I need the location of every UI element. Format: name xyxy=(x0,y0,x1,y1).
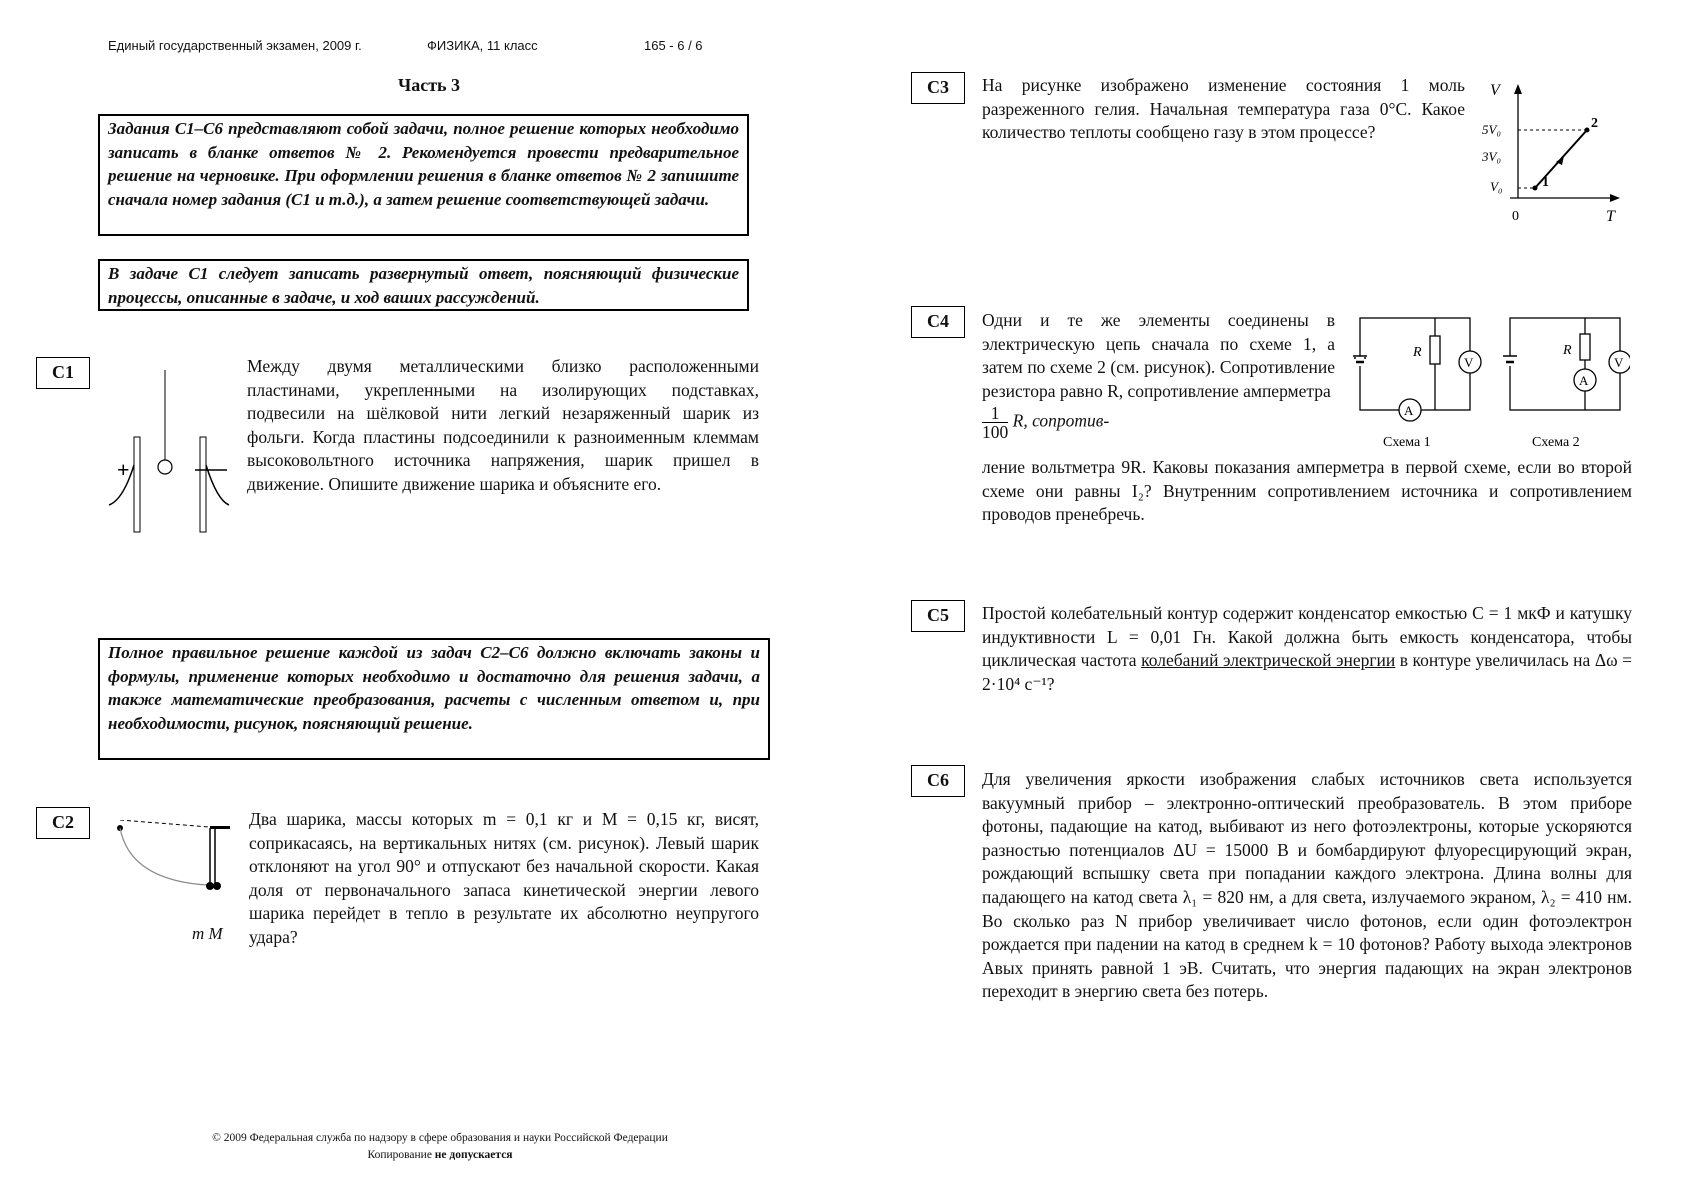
footer-copy-a: Копирование xyxy=(367,1149,432,1161)
c5-underlined: колебаний электрической энергии xyxy=(1141,650,1396,671)
task-text-c6: Для увеличения яркости изображения слабых источников света используется вакуумный прибор – электронно-оптический преобразователь. В этом приборе фотоны, падающие на катод, выбивают из него фотоэлектроны, которые ускоряются разностью потенциалов ΔU = 15000 В и бомбардируют флуоресцирующий экран, рождающий вспышку света при попадании каждого электрона. Длина волны для падающего на катод света λ₁ = 820 нм, а для света, излучаемого экраном, λ₂ = 410 нм. Во сколько раз N прибор увеличивает число фотонов, если один фотоэлектрон рождается при падении на катод в среднем k = 10 фотонов? Работу выхода электронов Aвых принять равной 1 эВ. Считать, что энергия падающих на экран электронов переходит в энергию света без потерь. xyxy=(982,769,1632,1002)
c3-origin: 0 xyxy=(1512,209,1519,224)
c5-text-a: Простой колебательный контур содержит конденсатор емкостью C = 1 мкФ и катушку индуктивности L = 0,01 Гн. Какой должна быть емкость конденсатора, чтобы циклическая частота xyxy=(982,603,1632,671)
task-text-c2: Два шарика, массы которых m = 0,1 кг и M = 0,15 кг, висят, соприкасаясь, на вертикальных нитях (см. рисунок). Левый шарик отклоняют на угол 90° и отпускают без начальной скорости. Какая доля от первоначального запаса кинетической энергии левого шарика перейдет в тепло в результате их абсолютно неупругого удара? xyxy=(249,809,759,947)
c4-s2-v: V xyxy=(1614,355,1624,370)
task-text-c1: Между двумя металлическими близко расположенными пластинами, укрепленными на изолирующих подставках, подвесили на шёлковой нити легкий незаряженный шарик из фольги. Когда пластины подсоединили к разноименным клеммам высоковольтного источника напряжения, шарик пришел в движение. Опишите движение шарика и объясните его. xyxy=(247,356,759,494)
task-text-c4-a: Одни и те же элементы соединены в электрическую цепь сначала по схеме 1, а затем по схеме 2 (см. рисунок). Сопротивление резистора равно R, сопротивление амперметра xyxy=(982,310,1335,401)
task-text-c5 xyxy=(982,602,1632,696)
task-label-c2: С2 xyxy=(36,807,90,839)
c1-plus-sign: + xyxy=(117,457,130,482)
task-text-c4-b: ление вольтметра 9R. Каковы показания амперметра в первой схеме, если во второй схеме они равны I₂? Внутренним сопротивлением источника и сопротивлением проводов пренебречь. xyxy=(982,457,1632,525)
c3-tick-5v0: 5V₀ xyxy=(1482,122,1501,137)
instructions-c1: В задаче С1 следует записать развернутый ответ, поясняющий физические процессы, описанные в задаче, и ход ваших рассуждений. xyxy=(98,259,749,311)
c4-s1-a: A xyxy=(1404,403,1414,418)
task-label-c4: С4 xyxy=(911,306,965,338)
task-label-c1: С1 xyxy=(36,357,90,389)
task-label-c6: С6 xyxy=(911,765,965,797)
c3-tick-v0: V₀ xyxy=(1490,179,1503,194)
task-label-c3: С3 xyxy=(911,72,965,104)
instructions-c2-c6: Полное правильное решение каждой из задач С2–С6 должно включать законы и формулы, применение которых необходимо и достаточно для решения задачи, а также математические преобразования, расчеты с численным ответом и, при необходимости, рисунок, поясняющий решение. xyxy=(98,638,770,760)
c3-axis-v: V xyxy=(1490,82,1500,99)
c4-frac-numerator: 1 xyxy=(982,404,1008,423)
c4-after-fraction: R, сопротив- xyxy=(1012,410,1110,431)
c4-s2-a: A xyxy=(1579,373,1589,388)
task-label-c5: С5 xyxy=(911,600,965,632)
c4-fraction xyxy=(982,404,1008,441)
header-exam: Единый государственный экзамен, 2009 г. xyxy=(108,38,362,53)
c4-s1-v: V xyxy=(1464,355,1474,370)
c4-s2-r: R xyxy=(1563,343,1572,358)
header-subject: ФИЗИКА, 11 класс xyxy=(427,38,538,53)
c2-pendulum-figure xyxy=(110,820,230,890)
c4-s1-r: R xyxy=(1413,345,1422,360)
header-page: 165 - 6 / 6 xyxy=(644,38,703,53)
c2-mass-labels: m M xyxy=(192,924,223,943)
c3-vt-graph xyxy=(1480,78,1620,228)
c1-plates-figure xyxy=(105,365,230,535)
c4-circuits-figure xyxy=(1350,312,1630,452)
c3-axis-t: T xyxy=(1606,208,1615,225)
footer-copy-b: не допускается xyxy=(434,1149,513,1161)
c4-frac-denominator: 100 xyxy=(982,422,1009,442)
c4-scheme1-label: Схема 1 xyxy=(1383,435,1431,450)
c4-scheme2-label: Схема 2 xyxy=(1532,435,1580,450)
footer-copy-notice xyxy=(140,1149,740,1161)
footer-copyright: © 2009 Федеральная служба по надзору в сфере образования и науки Российской Федерации xyxy=(212,1132,668,1144)
part-title: Часть 3 xyxy=(398,75,461,95)
task-text-c3: На рисунке изображено изменение состояния 1 моль разреженного гелия. Начальная температура газа 0°С. Какое количество теплоты сообщено газу в этом процессе? xyxy=(982,75,1465,143)
c3-point-2: 2 xyxy=(1591,116,1598,131)
task-c4-fraction-line xyxy=(982,404,1335,452)
c5-text-b: в контуре увеличилась на Δω = 2·10⁴ с⁻¹? xyxy=(982,650,1632,694)
instructions-general: Задания С1–С6 представляют собой задачи, полное решение которых необходимо записать в бланке ответов № 2. Рекомендуется провести предварительное решение на черновике. При оформлении решения в бланке ответов № 2 запишите сначала номер задания (С1 и т.д.), а затем решение соответствующей задачи. xyxy=(98,114,749,236)
c3-tick-3v0: 3V₀ xyxy=(1482,149,1501,164)
c3-point-1: 1 xyxy=(1542,175,1549,190)
